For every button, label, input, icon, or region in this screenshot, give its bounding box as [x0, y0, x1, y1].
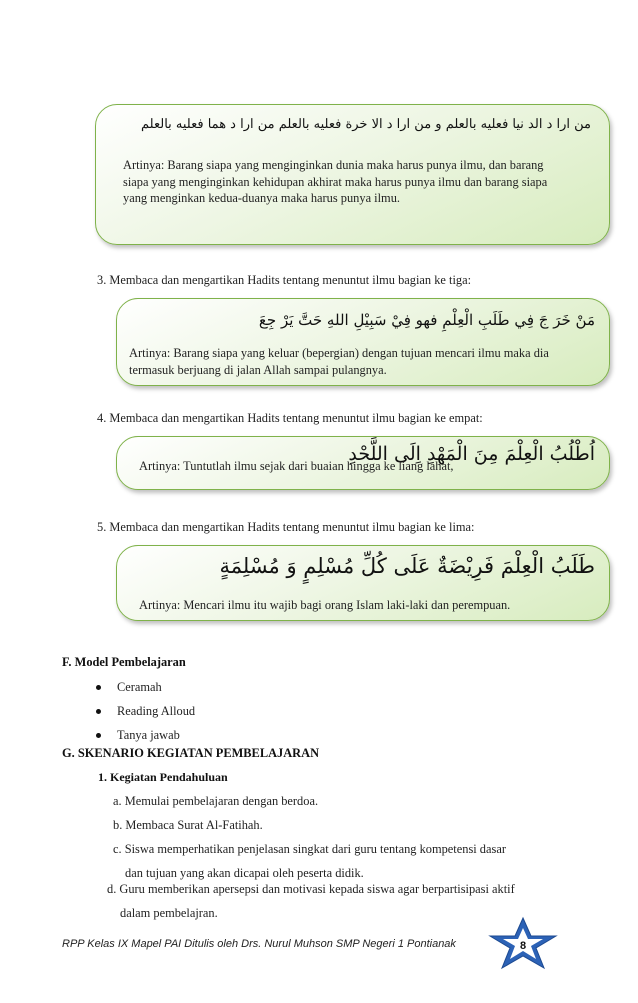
page-number-star-icon [488, 916, 558, 970]
section-g-subheading: 1. Kegiatan Pendahuluan [98, 770, 228, 784]
hadith-2-arabic: مَنْ خَرَ جَ فِي طَلَبِ الْعِلْمِ فهو فِيْ سَبِيْلِ اللهِ حَتَّ يَرْ جِعَ [258, 311, 595, 329]
bullet-item: Ceramah [96, 680, 162, 695]
scenario-line: a. Memulai pembelajaran dengan berdoa. [113, 794, 319, 808]
bullet-item: Tanya jawab [96, 728, 180, 743]
hadith-4-translation: Artinya: Mencari ilmu itu wajib bagi orang Islam laki-laki dan perempuan. [139, 598, 511, 612]
hadith-1-arabic: من ارا د الد نيا فعليه بالعلم و من ارا د الا خرة فعليه بالعلم من ارا د هما فعليه بالعلم [141, 117, 591, 132]
hadith-box-1 [95, 104, 610, 245]
hadith-2-translation: Artinya: Barang siapa yang keluar (bepergian) dengan tujuan mencari ilmu maka dia termasuk berjuang di jalan Allah sampai pulangnya. [129, 346, 549, 377]
scenario-line: d. Guru memberikan apersepsi dan motivasi kepada siswa agar berpartisipasi aktif [107, 882, 515, 896]
hadith-box-2 [116, 298, 610, 386]
page-number: 8 [519, 940, 527, 952]
hadith-1-translation: Artinya: Barang siapa yang menginginkan dunia maka harus punya ilmu, dan barang siapa yang menginginkan kehidupan akhirat maka harus punya ilmu dan barang siapa yang menginkan kedua-duanya maka harus punya ilmu. [123, 158, 548, 205]
bullet-item: Reading Alloud [96, 704, 195, 719]
item-4-label: 4. Membaca dan mengartikan Hadits tentang menuntut ilmu bagian ke empat: [97, 411, 483, 425]
hadith-4-arabic: طَلَبُ الْعِلْمَ فَرِيْضَةٌ عَلَى كُلِّ مُسْلِمٍ وَ مُسْلِمَةٍ [219, 554, 595, 578]
scenario-line: b. Membaca Surat Al-Fatihah. [113, 818, 263, 832]
hadith-box-4 [116, 545, 610, 621]
section-f-heading: F. Model Pembelajaran [62, 655, 186, 669]
section-g-heading: G. SKENARIO KEGIATAN PEMBELAJARAN [62, 746, 320, 760]
hadith-3-arabic: اُطْلُبُ الْعِلْمَ مِنَ الْمَهْدِ اِلَى اللَّحْدِ [348, 443, 595, 465]
hadith-box-3 [116, 436, 610, 490]
item-5-label: 5. Membaca dan mengartikan Hadits tentang menuntut ilmu bagian ke lima: [97, 520, 475, 534]
hadith-3-translation: Artinya: Tuntutlah ilmu sejak dari buaian hingga ke liang lahat, [139, 459, 454, 473]
scenario-line: dalam pembelajran. [120, 906, 218, 920]
scenario-line: dan tujuan yang akan dicapai oleh peserta didik. [125, 866, 364, 880]
bullet-icon [96, 709, 101, 714]
item-3-label: 3. Membaca dan mengartikan Hadits tentang menuntut ilmu bagian ke tiga: [97, 273, 472, 287]
footer-text: RPP Kelas IX Mapel PAI Ditulis oleh Drs. Nurul Muhson SMP Negeri 1 Pontianak [62, 938, 456, 950]
scenario-line: c. Siswa memperhatikan penjelasan singkat dari guru tentang kompetensi dasar [113, 842, 506, 856]
bullet-icon [96, 685, 101, 690]
bullet-icon [96, 733, 101, 738]
